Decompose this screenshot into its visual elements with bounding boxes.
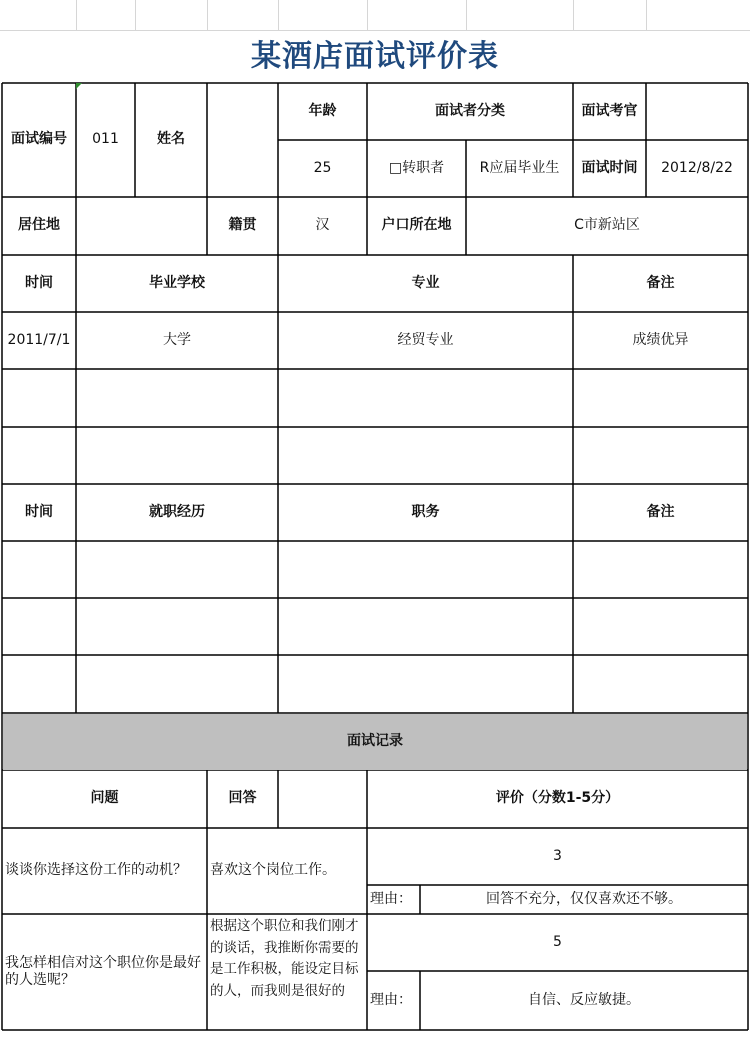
record-header-answer: 回答 xyxy=(228,790,257,807)
name-value[interactable] xyxy=(207,83,278,197)
column-separator xyxy=(367,0,368,30)
record-header-score: 评价（分数1-5分） xyxy=(495,790,620,807)
edu-row-time[interactable] xyxy=(2,369,76,427)
edu-row-school[interactable] xyxy=(76,369,278,427)
edu-header-time: 时间 xyxy=(25,274,53,291)
examiner-value[interactable] xyxy=(646,83,748,140)
age-value[interactable]: 25 xyxy=(313,159,332,176)
work-row-time[interactable] xyxy=(2,541,76,598)
work-header-remark: 备注 xyxy=(646,503,675,520)
question-text: 谈谈你选择这份工作的动机？ xyxy=(5,862,187,879)
sheet-top-line xyxy=(0,30,750,31)
answer-text[interactable]: 根据这个职位和我们刚才的谈话，我推断你需要的是工作积极，能设定目标的人，而我则是很好的 xyxy=(210,918,359,999)
work-row-time[interactable] xyxy=(2,598,76,655)
work-row-position[interactable] xyxy=(278,541,573,598)
question-text: 我怎样相信对这个职位你是最好的人选呢？ xyxy=(5,954,201,988)
column-separator xyxy=(573,0,574,30)
reason-label: 理由： xyxy=(370,890,412,907)
work-row-experience[interactable] xyxy=(76,598,278,655)
reason-label: 理由： xyxy=(370,991,412,1008)
reason-text[interactable]: 回答不充分，仅仅喜欢还不够。 xyxy=(486,890,682,907)
hukou-label: 户口所在地 xyxy=(381,217,452,234)
edu-row-remark[interactable] xyxy=(573,369,748,427)
age-label: 年龄 xyxy=(308,102,337,119)
residence-value[interactable] xyxy=(76,197,207,255)
edu-header-school: 毕业学校 xyxy=(149,274,205,291)
edu-row-time[interactable]: 2011/7/1 xyxy=(7,331,71,348)
edu-row-remark[interactable]: 成绩优异 xyxy=(632,331,689,348)
category-option-graduate[interactable]: R应届毕业生 xyxy=(479,159,560,176)
work-row-time[interactable] xyxy=(2,655,76,713)
edu-row-remark[interactable] xyxy=(573,427,748,484)
hukou-value[interactable]: C市新站区 xyxy=(574,217,640,234)
edu-header-major: 专业 xyxy=(411,274,440,291)
category-option-transfer[interactable]: □转职者 xyxy=(388,159,445,176)
column-separator xyxy=(646,0,647,30)
edu-row-major[interactable] xyxy=(278,427,573,484)
work-row-remark[interactable] xyxy=(573,655,748,713)
work-row-position[interactable] xyxy=(278,598,573,655)
work-row-experience[interactable] xyxy=(76,655,278,713)
interview-time-value[interactable]: 2012/8/22 xyxy=(661,159,733,176)
page-title: 某酒店面试评价表 xyxy=(251,39,499,74)
edu-row-time[interactable] xyxy=(2,427,76,484)
interview-id-value[interactable]: 011 xyxy=(92,131,119,148)
work-header-experience: 就职经历 xyxy=(149,503,205,520)
work-header-position: 职务 xyxy=(411,503,440,520)
interview-time-label: 面试时间 xyxy=(581,159,638,176)
examiner-label: 面试考官 xyxy=(581,102,638,119)
edu-row-school[interactable] xyxy=(76,427,278,484)
native-place-label: 籍贯 xyxy=(228,217,257,234)
column-separator xyxy=(278,0,279,30)
work-row-remark[interactable] xyxy=(573,541,748,598)
work-row-experience[interactable] xyxy=(76,541,278,598)
reason-text[interactable]: 自信、反应敏捷。 xyxy=(528,991,640,1008)
work-row-position[interactable] xyxy=(278,655,573,713)
score-value[interactable]: 5 xyxy=(553,933,562,950)
category-label: 面试者分类 xyxy=(435,102,505,119)
record-header-question: 问题 xyxy=(90,790,119,807)
column-separator xyxy=(135,0,136,30)
residence-label: 居住地 xyxy=(18,217,60,234)
native-place-value[interactable]: 汉 xyxy=(315,217,330,234)
edu-header-remark: 备注 xyxy=(646,274,675,291)
edu-row-school[interactable]: 大学 xyxy=(163,331,191,348)
answer-text[interactable]: 喜欢这个岗位工作。 xyxy=(210,862,336,879)
column-separator xyxy=(76,0,77,30)
name-label: 姓名 xyxy=(157,131,185,148)
column-separator xyxy=(207,0,208,30)
interview-id-label: 面试编号 xyxy=(11,131,67,148)
column-separator xyxy=(466,0,467,30)
edu-row-major[interactable] xyxy=(278,369,573,427)
edu-row-major[interactable]: 经贸专业 xyxy=(397,331,454,348)
record-header-blank xyxy=(278,770,367,828)
work-header-time: 时间 xyxy=(25,503,53,520)
score-value[interactable]: 3 xyxy=(553,847,562,864)
work-row-remark[interactable] xyxy=(573,598,748,655)
record-section-title: 面试记录 xyxy=(3,714,747,770)
